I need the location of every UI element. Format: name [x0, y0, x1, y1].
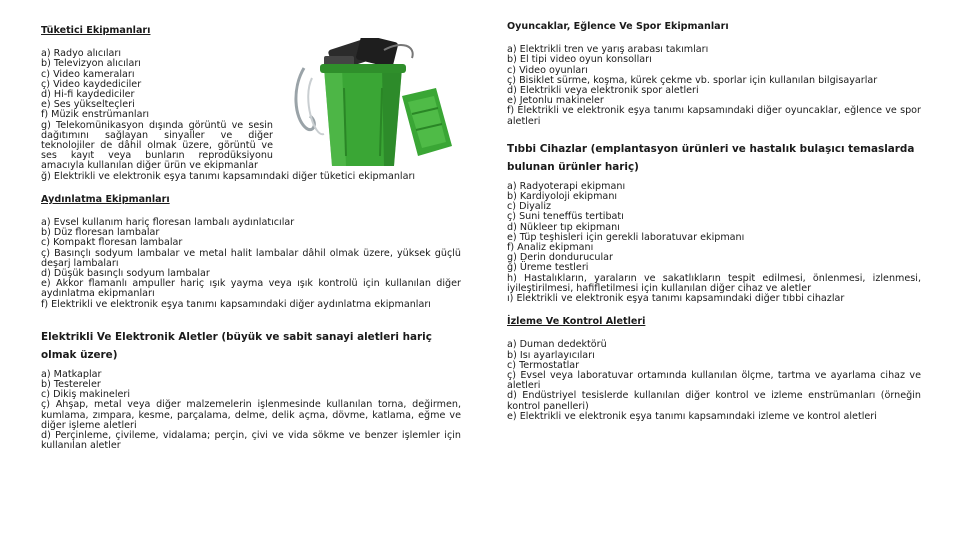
list-item: d) Elektrikli veya elektronik spor aletleri — [507, 85, 699, 97]
list-item: c) Video oyunları — [507, 64, 588, 76]
list-item: ç) Basınçlı sodyum lambalar ve metal halit lambalar dâhil olmak üzere, yüksek güçlü deşarj lambaları — [41, 247, 461, 269]
list-item: ı) Elektrikli ve elektronik eşya tanımı kapsamındaki diğer tıbbi cihazlar — [507, 293, 845, 305]
list-item: f) Elektrikli ve elektronik eşya tanımı kapsamındaki diğer aydınlatma ekipmanları — [41, 298, 431, 310]
right-column — [507, 22, 921, 422]
list-item: d) Endüstriyel tesislerde kullanılan diğer kontrol ve izleme enstrümanları (örneğin kontrol panelleri) — [507, 390, 921, 412]
list-item: d) Hi-fi kaydediciler — [41, 89, 135, 101]
toys-list — [507, 45, 921, 127]
list-item: f) Analiz ekipmanı — [507, 242, 594, 254]
list-item: ğ) Üreme testleri — [507, 262, 589, 274]
list-item: f) Müzik enstrümanları — [41, 109, 150, 121]
consumer-title: Tüketici Ekipmanları — [41, 25, 151, 36]
monitoring-title: İzleme Ve Kontrol Aletleri — [507, 316, 646, 328]
list-item: c) Kompakt floresan lambalar — [41, 237, 183, 249]
list-item: d) Nükleer tıp ekipmanı — [507, 221, 620, 233]
list-item: b) Televizyon alıcıları — [41, 58, 141, 70]
list-item: b) Düz floresan lambalar — [41, 227, 160, 239]
list-item: a) Radyoterapi ekipmanı — [507, 180, 626, 192]
list-item: ğ) Elektrikli ve elektronik eşya tanımı kapsamındaki diğer tüketici ekipmanları — [41, 170, 416, 182]
medical-title: Tıbbi Cihazlar (emplantasyon ürünleri ve hastalık bulaşıcı temaslarda bulunan ürünler hariç) — [507, 142, 915, 173]
list-item: ç) Video kaydediciler — [41, 78, 142, 90]
list-item: e) Jetonlu makineler — [507, 95, 604, 107]
list-item: f) Elektrikli ve elektronik eşya tanımı kapsamındaki diğer oyuncaklar, eğlence ve spor aletleri — [507, 105, 921, 127]
medical-list — [507, 182, 921, 304]
list-item: e) Ses yükselteçleri — [41, 99, 135, 111]
list-item: e) Tüp teşhisleri için gerekli laboratuvar ekipmanı — [507, 231, 745, 243]
list-item: a) Elektrikli tren ve yarış arabası takımları — [507, 44, 709, 56]
list-item: ç) Bisiklet sürme, koşma, kürek çekme vb. sporlar için kullanılan bilgisayarlar — [507, 74, 878, 86]
list-item: g) Telekomünikasyon dışında görüntü ve sesin dağıtımını sağlayan sinyaller ve diğer teknolojiler de dâhil olmak üzere, görüntü ve ses kayıt veya bunların reprodüksiyonu amacıyla kullanılan diğer ürün ve ekipmanlar — [41, 119, 273, 172]
lighting-title: Aydınlatma Ekipmanları — [41, 193, 170, 205]
list-item: a) Duman dedektörü — [507, 339, 607, 351]
lighting-list — [41, 218, 461, 310]
list-item: d) Düşük basınçlı sodyum lambalar — [41, 268, 210, 280]
list-item: b) Testereler — [41, 379, 101, 391]
list-item: b) El tipi video oyun konsolları — [507, 54, 652, 66]
list-item: a) Evsel kullanım hariç floresan lambalı aydınlatıcılar — [41, 217, 295, 229]
list-item: ç) Evsel veya laboratuvar ortamında kullanılan ölçme, tartma ve ayarlama cihaz ve aletleri — [507, 370, 921, 392]
list-item: d) Perçinleme, çivileme, vidalama; perçin, çivi ve vida sökme ve benzer işlemler için kullanılan aletler — [41, 430, 461, 452]
list-item: c) Dikiş makineleri — [41, 389, 130, 401]
recycle-bin-illustration — [284, 38, 456, 170]
list-item: c) Video kameraları — [41, 68, 135, 80]
list-item: e) Elektrikli ve elektronik eşya tanımı kapsamındaki izleme ve kontrol aletleri — [507, 410, 877, 422]
list-item: c) Termostatlar — [507, 359, 580, 371]
list-item: b) Kardiyoloji ekipmanı — [507, 191, 618, 203]
list-item: a) Matkaplar — [41, 368, 102, 380]
list-item: e) Akkor flamanlı ampuller hariç ışık yayma veya ışık kontrolü için kullanılan diğer aydınlatma ekipmanları — [41, 278, 461, 300]
monitoring-list — [507, 340, 921, 422]
toys-title: Oyuncaklar, Eğlence Ve Spor Ekipmanları — [507, 21, 729, 32]
list-item: ç) Ahşap, metal veya diğer malzemelerin işlenmesinde kullanılan torna, değirmen, kumlama, zımpara, kesme, parçalama, delme, delik açma, dövme, katlama, eğme ve diğer işleme aletleri — [41, 399, 461, 431]
tools-title: Elektrikli Ve Elektronik Aletler (büyük ve sabit sanayi aletleri hariç olmak üzere) — [41, 330, 432, 361]
list-item: ç) Suni teneffüs tertibatı — [507, 211, 624, 223]
list-item: g) Derin dondurucular — [507, 252, 613, 264]
list-item: h) Hastalıkların, yaraların ve sakatlıkların tespit edilmesi, önlenmesi, izlenmesi, iyileştirilmesi, hafifletilmesi için kullanılan diğer cihaz ve aletler — [507, 272, 921, 294]
list-item: b) Isı ayarlayıcıları — [507, 349, 595, 361]
list-item: a) Radyo alıcıları — [41, 48, 121, 60]
list-item: c) Diyaliz — [507, 201, 552, 213]
tools-list — [41, 370, 461, 452]
